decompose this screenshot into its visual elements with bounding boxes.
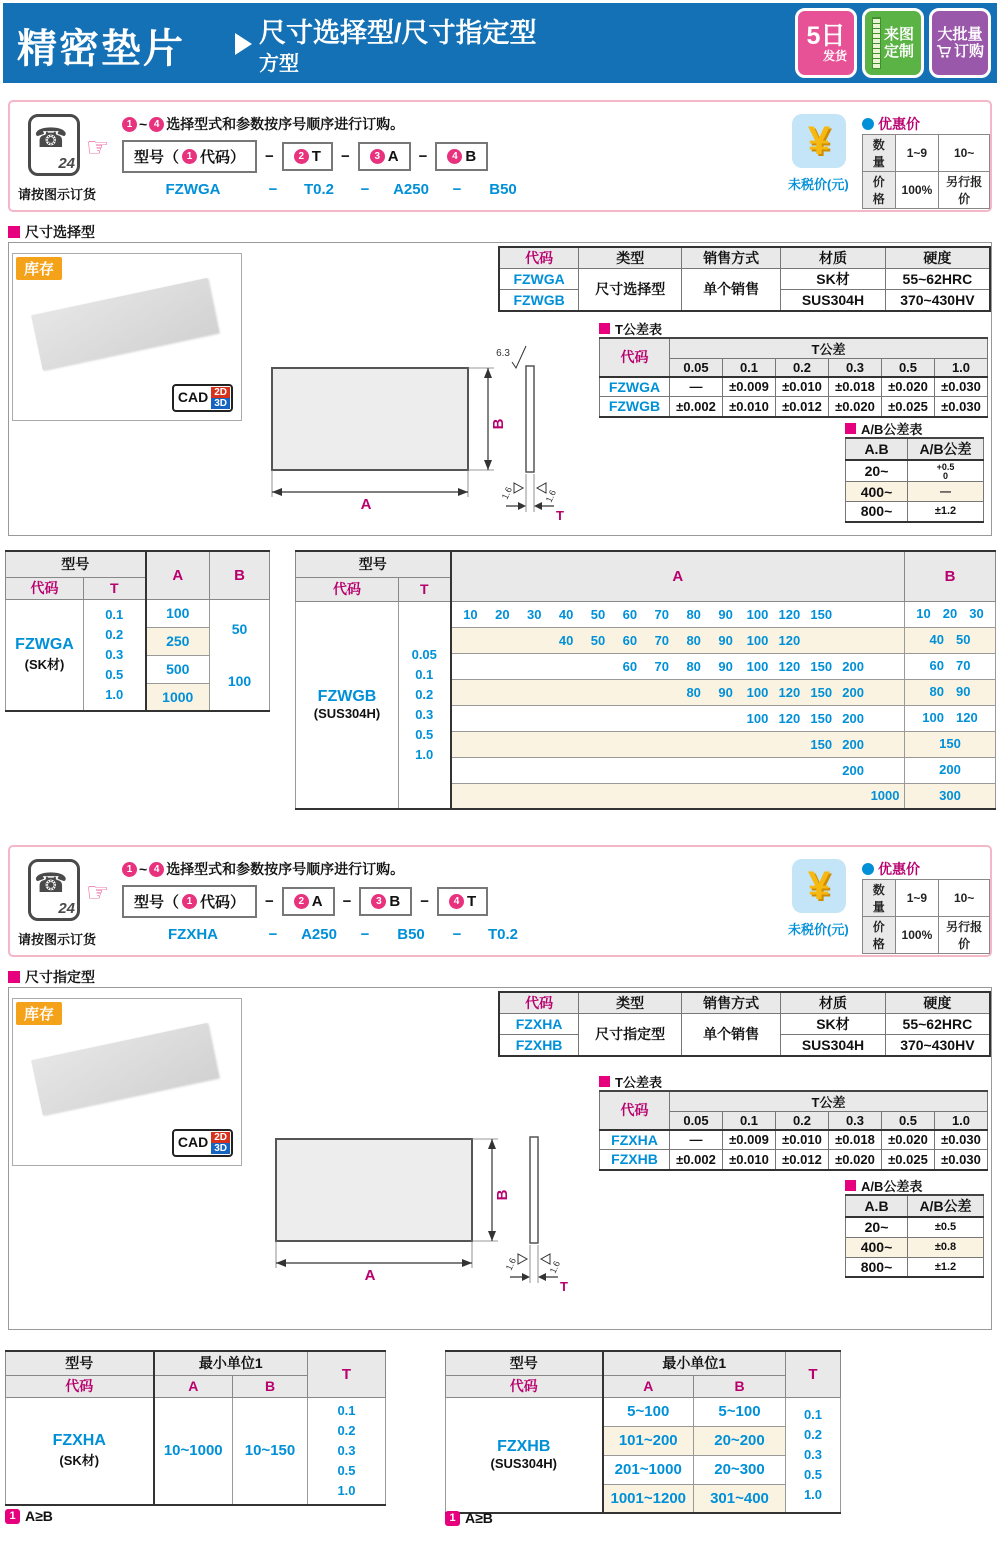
discount-price-title: 优惠价 — [862, 859, 920, 879]
fzwgb-b-values: 300 — [905, 783, 996, 809]
fzwgb-a-values: 10 20 30 40 50 60 70 80 90 100 120 150 — [451, 601, 905, 627]
ruler-icon — [872, 17, 881, 69]
cad-3d-badge: 3D — [211, 398, 230, 409]
price-caption: 未税价(元) — [788, 177, 849, 192]
fzwga-b-values: 50 100 — [210, 599, 270, 711]
page-shape-label: 方型 — [259, 53, 299, 75]
badge-custom-drawing: 来图 定制 — [862, 8, 924, 78]
dot-icon — [862, 118, 874, 130]
shim-image — [31, 1023, 219, 1115]
phone-note: 请按图示订货 — [18, 932, 97, 947]
section-square-icon — [599, 1076, 610, 1087]
dim-label-a: A — [360, 496, 372, 513]
section-square-icon — [8, 971, 20, 983]
page-title: 精密垫片 — [17, 27, 185, 71]
format-param-box: 2 A — [282, 887, 335, 916]
cad-3d-badge: 3D — [211, 1143, 230, 1154]
fzxhb-code-cell: FZXHB (SUS304H) — [446, 1397, 603, 1513]
fzwgb-a-values: 1000 — [451, 783, 905, 809]
fzxha-size-table: 型号 最小单位1 T 代码 A B FZXHA (SK材) 10~1000 10~150 0.1 0.2 0.3 0.5 1.0 — [5, 1350, 386, 1506]
fzwgb-t-values: 0.05 0.1 0.2 0.3 0.5 1.0 — [399, 601, 451, 809]
model-number-format: 型号（ 1 代码） − 2 T − 3 A − 4 B — [122, 140, 488, 173]
fzwga-a-value: 500 — [146, 655, 210, 683]
ordering-instruction: 1 ~ 4 选择型式和参数按序号顺序进行订购。 — [122, 114, 404, 134]
dim-label-b: B — [494, 1189, 511, 1201]
discount-price-title: 优惠价 — [862, 114, 920, 134]
t-tolerance-table: 代码 T公差 0.05 0.1 0.2 0.3 0.5 1.0 FZWGA — ±0.009 ±0.010 ±0.018 ±0.020 ±0.030 FZWGB ±0.002 ±0.010 ±0.012 ±0.020 ±0.025 ±0.030 — [599, 337, 988, 418]
fzxha-a-range: 10~1000 — [154, 1397, 233, 1505]
fzwgb-a-values: 100 120 150 200 — [451, 705, 905, 731]
fzwgb-size-table: 型号 A B 代码 T FZWGB (SUS304H) 0.05 0.1 0.2 0.3 0.5 1.0 10 20 30 40 50 60 70 80 90 100 120 150 10 20 30 40 50 60 70 80 90 100 120 40 50 60 70 80 90 100 120 150 200 60 70 80 90 100 120 150 200 80 90 100 120 150 200 100 120 150 200 150 200 200 1000 300 — [295, 550, 996, 810]
fzwgb-b-values: 150 — [905, 731, 996, 757]
product-photo — [12, 998, 242, 1166]
section-label-size-specify: 尺寸指定型 — [8, 967, 95, 987]
fzwgb-a-values: 60 70 80 90 100 120 150 200 — [451, 653, 905, 679]
fzxhb-size-table: 型号 最小单位1 T 代码 A B FZXHB (SUS304H) 5~100 5~100 0.1 0.2 0.3 0.5 1.0 101~200 20~200 201~1000 20~300 1001~1200 301~400 — [445, 1350, 841, 1514]
cad-2d-badge: 2D — [211, 387, 230, 398]
code-spec-table: 代码 类型 销售方式 材质 硬度 FZXHA 尺寸指定型 单个销售 SK材 55~62HRC FZXHB SUS304H 370~430HV — [498, 991, 991, 1057]
order-example: FZWGA − T0.2 − A250 − B50 — [165, 181, 517, 198]
fzwga-t-values: 0.1 0.2 0.3 0.5 1.0 — [84, 599, 146, 711]
fzwgb-a-values: 80 90 100 120 150 200 — [451, 679, 905, 705]
format-model-box: 型号（ 1 代码） — [122, 140, 257, 173]
fzxhb-t-values: 0.1 0.2 0.3 0.5 1.0 — [786, 1397, 841, 1513]
section-square-icon — [8, 226, 20, 238]
fzxha-t-values: 0.1 0.2 0.3 0.5 1.0 — [308, 1397, 386, 1505]
pointing-finger-icon: ☞ — [86, 877, 110, 907]
phone-24h-icon: ☎ 24 — [28, 114, 80, 176]
fzwgb-b-values: 40 50 — [905, 627, 996, 653]
fzwga-code-cell: FZWGA (SK材) — [6, 599, 84, 711]
t-tolerance-label: T公差表 — [599, 1072, 662, 1091]
fzxha-code-cell: FZXHA (SK材) — [6, 1397, 154, 1505]
yen-icon: ¥ — [792, 114, 846, 168]
fzwgb-a-values: 200 — [451, 757, 905, 783]
fzwgb-b-values: 10 20 30 — [905, 601, 996, 627]
order-example: FZXHA − A250 − B50 − T0.2 — [168, 926, 518, 943]
order-instruction-panel-2 — [8, 845, 992, 957]
fzwgb-b-values: 200 — [905, 757, 996, 783]
dim-label-t: T — [556, 508, 564, 523]
finish-mark-right: 1.6 — [547, 1259, 563, 1275]
arrow-right-icon — [235, 33, 252, 55]
section-square-icon — [845, 1180, 856, 1191]
fzwgb-a-values: 40 50 60 70 80 90 100 120 — [451, 627, 905, 653]
stock-badge: 库存 — [16, 1002, 62, 1025]
section-label-size-select: 尺寸选择型 — [8, 222, 95, 242]
finish-mark-right: 1.6 — [543, 488, 559, 504]
dim-label-a: A — [364, 1267, 376, 1284]
finish-mark-top: 6.3 — [496, 348, 510, 359]
phone-note: 请按图示订货 — [18, 187, 97, 202]
section-square-icon — [599, 323, 610, 334]
price-caption: 未税价(元) — [788, 922, 849, 937]
technical-drawing — [260, 340, 580, 530]
badge-bulk-order: 大批量 订购 — [929, 8, 991, 78]
cad-2d-badge: 2D — [211, 1132, 230, 1143]
fzwga-a-value: 100 — [146, 599, 210, 627]
fzwgb-row — [296, 601, 996, 627]
finish-mark-left: 1.6 — [499, 485, 515, 501]
pointing-finger-icon: ☞ — [86, 132, 110, 162]
cart-icon — [936, 45, 951, 58]
ordering-instruction: 1 ~ 4 选择型式和参数按序号顺序进行订购。 — [122, 859, 404, 879]
ab-tolerance-label: A/B公差表 — [845, 419, 922, 438]
product-photo — [12, 253, 242, 421]
footnote-a-gte-b: 1 A≥B — [5, 1508, 53, 1524]
shim-image — [31, 278, 219, 370]
format-param-box: 4 B — [435, 142, 488, 171]
stacked-tolerance: +0.5 0 — [936, 462, 955, 481]
code-cell: FZXHB — [499, 1035, 579, 1056]
model-number-format: 型号（ 1 代码） − 2 A − 3 B − 4 T — [122, 885, 488, 918]
phone-24h-icon: ☎ 24 — [28, 859, 80, 921]
dot-icon — [862, 863, 874, 875]
section-size-select — [8, 242, 992, 536]
ab-tolerance-table: A.B A/B公差 20~ ±0.5 400~ ±0.8 800~ ±1.2 — [845, 1194, 984, 1278]
cad-badge: CAD 2D 3D — [172, 1129, 233, 1157]
page-subtitle: 尺寸选择型/尺寸指定型 — [259, 18, 537, 48]
price-table: 数量 1~9 10~ 价格 100% 另行报价 — [862, 879, 990, 954]
code-spec-table: 代码 类型 销售方式 材质 硬度 FZWGA 尺寸选择型 单个销售 SK材 55~62HRC FZWGB SUS304H 370~430HV — [498, 246, 991, 312]
yen-icon: ¥ — [792, 859, 846, 913]
fzwga-a-value: 250 — [146, 627, 210, 655]
fzwgb-b-values: 100 120 — [905, 705, 996, 731]
order-instruction-panel-1 — [8, 100, 992, 212]
stock-badge: 库存 — [16, 257, 62, 280]
ab-tolerance-label: A/B公差表 — [845, 1176, 922, 1195]
fzwga-a-value: 1000 — [146, 683, 210, 711]
page-header — [3, 3, 997, 83]
footnote-a-gte-b: 1 A≥B — [445, 1510, 493, 1526]
fzwgb-b-values: 80 90 — [905, 679, 996, 705]
cad-badge: CAD 2D 3D — [172, 384, 233, 412]
fzwgb-code-cell: FZWGB (SUS304H) — [296, 601, 399, 809]
ab-tolerance-table: A.B A/B公差 20~ +0.5 0 400~ — 800~ ±1.2 — [845, 437, 984, 523]
header-badges — [795, 8, 991, 78]
fzxha-b-range: 10~150 — [233, 1397, 308, 1505]
fzwga-size-table: 型号 A B 代码 T FZWGA (SK材) 0.1 0.2 0.3 0.5 1.0 100 50 100 250 500 1000 — [5, 550, 270, 712]
code-cell: FZWGB — [499, 290, 579, 311]
dim-label-t: T — [560, 1279, 568, 1294]
dim-label-b: B — [490, 418, 507, 430]
technical-drawing — [264, 1111, 584, 1301]
fzwgb-b-values: 60 70 — [905, 653, 996, 679]
format-param-box: 4 T — [437, 887, 488, 916]
format-param-box: 3 B — [359, 887, 412, 916]
finish-mark-left: 1.6 — [503, 1256, 519, 1272]
format-param-box: 2 T — [282, 142, 333, 171]
code-cell: FZXHA — [499, 1014, 579, 1035]
format-model-box: 型号（ 1 代码） — [122, 885, 257, 918]
t-tolerance-label: T公差表 — [599, 319, 662, 338]
t-tolerance-table: 代码 T公差 0.05 0.1 0.2 0.3 0.5 1.0 FZXHA — ±0.009 ±0.010 ±0.018 ±0.020 ±0.030 FZXHB ±0.002 ±0.010 ±0.012 ±0.020 ±0.025 ±0.030 — [599, 1090, 988, 1171]
price-table: 数量 1~9 10~ 价格 100% 另行报价 — [862, 134, 990, 209]
section-size-specify — [8, 987, 992, 1330]
badge-5day-shipping: 5日 发货 — [795, 8, 857, 78]
format-param-box: 3 A — [358, 142, 411, 171]
section-square-icon — [845, 423, 856, 434]
code-cell: FZWGA — [499, 269, 579, 290]
fzwgb-a-values: 150 200 — [451, 731, 905, 757]
